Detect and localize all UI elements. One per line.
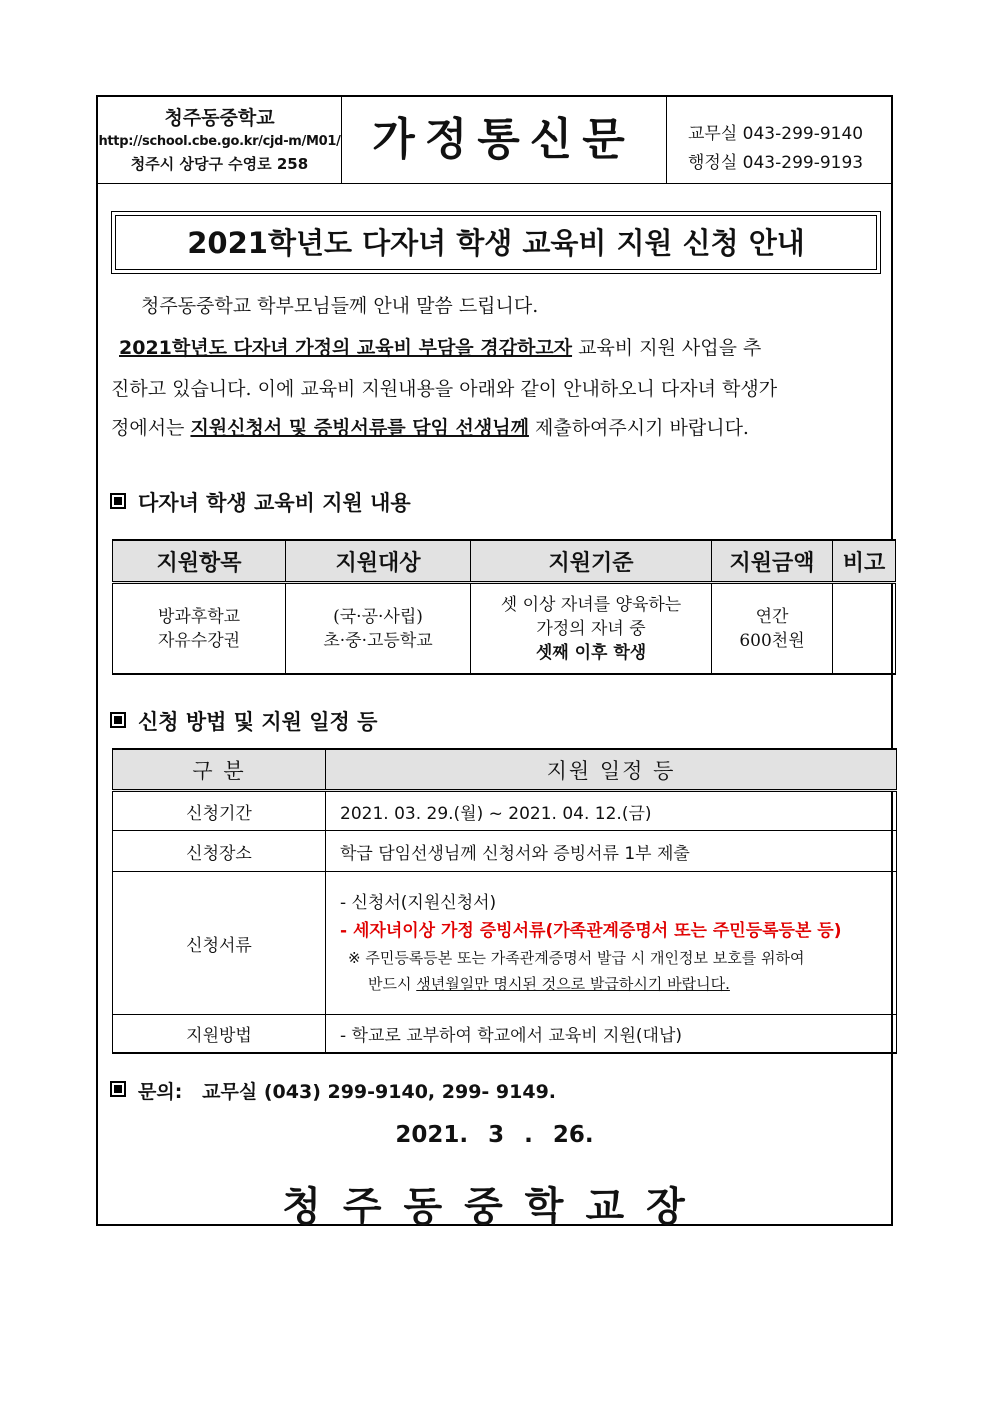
amount-line-1: 연간 (755, 606, 789, 627)
place-value: 학급 담임선생님께 신청서와 증빙서류 1부 제출 (326, 831, 897, 872)
principal-signature: 청주동중학교장 (282, 1184, 707, 1230)
method-label: 지원방법 (113, 1015, 326, 1054)
target-line-1: (국·공·사립) (333, 606, 423, 627)
school-name: 청주동중학교 (164, 107, 275, 129)
intro-text-4a: 정에서는 (111, 417, 191, 439)
main-title-box (111, 211, 881, 274)
col-header-category: 구 분 (113, 749, 326, 791)
inquiry-value: 교무실 (043) 299-9140, 299- 9149. (202, 1081, 557, 1103)
inquiry-label: 문의: (138, 1081, 183, 1103)
col-header-item: 지원항목 (113, 540, 286, 583)
criteria-line-1: 셋 이상 자녀를 양육하는 (500, 594, 682, 615)
square-bullet-icon (110, 712, 126, 728)
col-header-note: 비고 (833, 540, 896, 583)
item-line-1: 방과후학교 (157, 606, 241, 627)
period-label: 신청기간 (113, 791, 326, 831)
newsletter-frame (96, 95, 893, 1230)
header (98, 97, 891, 184)
table-header-row (113, 749, 897, 791)
docs-item-2: - 세자녀이상 가정 증빙서류(가족관계증명서 또는 주민등록등본 등) (340, 921, 842, 941)
docs-note-2 (340, 972, 895, 997)
cell-target (286, 583, 471, 675)
section2-title: 신청 방법 및 지원 일정 등 (138, 710, 378, 734)
intro-line-2 (111, 333, 894, 360)
table-row (113, 872, 897, 1015)
criteria-line-3: 셋째 이후 학생 (535, 642, 647, 663)
docs-item-1: - 신청서(지원신청서) (340, 893, 497, 913)
col-header-amount: 지원금액 (712, 540, 833, 583)
method-value: - 학교로 교부하여 학교에서 교육비 지원(대납) (326, 1015, 897, 1054)
docs-note-1: ※ 주민등록등본 또는 가족관계증명서 발급 시 개인정보 보호를 위하여 (348, 949, 805, 967)
intro-text-4b: 제출하여주시기 바랍니다. (528, 417, 749, 439)
target-line-2: 초·중·고등학교 (323, 630, 433, 651)
col-header-schedule: 지원 일정 등 (326, 749, 897, 791)
intro-emphasis-1: 2021학년도 다자녀 가정의 교육비 부담을 경감하고자 (119, 337, 573, 359)
contact-admin-office: 행정실 043-299-9193 (688, 153, 864, 173)
table-row (113, 583, 896, 675)
docs-label: 신청서류 (113, 872, 326, 1015)
contact-academic-office: 교무실 043-299-9140 (688, 124, 864, 144)
inquiry-bullet (110, 1081, 138, 1103)
section1-title: 다자녀 학생 교육비 지원 내용 (138, 491, 411, 515)
intro-line-4 (111, 413, 886, 440)
intro-text-2: 교육비 지원 사업을 추 (572, 337, 762, 359)
inquiry-line (110, 1077, 556, 1104)
doc-title: 가정통신문 (372, 114, 635, 165)
cell-criteria (471, 583, 712, 675)
intro-line-1: 청주동중학교 학부모님들께 안내 말씀 드립니다. (141, 295, 539, 317)
table-header-row (113, 540, 896, 583)
docs-note-2-pre: 반드시 (368, 975, 417, 993)
cell-item (113, 583, 286, 675)
section2-heading (110, 706, 377, 736)
section1-heading (110, 487, 411, 517)
docs-value (326, 872, 897, 1015)
criteria-line-2: 가정의 자녀 중 (536, 618, 646, 639)
square-bullet-icon (110, 493, 126, 509)
schedule-table (112, 748, 897, 1054)
issue-date: 2021. 3 . 26. (395, 1122, 594, 1148)
cell-amount (712, 583, 833, 675)
school-address: 청주시 상당구 수영로 258 (130, 155, 309, 173)
table-row (113, 831, 897, 872)
amount-line-2: 600천원 (739, 630, 805, 651)
place-label: 신청장소 (113, 831, 326, 872)
table-row (113, 791, 897, 831)
square-bullet-icon (110, 1081, 126, 1097)
col-header-target: 지원대상 (286, 540, 471, 583)
cell-note (833, 583, 896, 675)
item-line-2: 자유수강권 (157, 630, 241, 651)
period-value: 2021. 03. 29.(월) ~ 2021. 04. 12.(금) (326, 791, 897, 831)
table-row (113, 1015, 897, 1054)
support-content-table (112, 539, 896, 675)
contact-info (666, 97, 891, 183)
col-header-criteria: 지원기준 (471, 540, 712, 583)
doc-title-cell (341, 97, 667, 183)
school-info (98, 97, 342, 183)
docs-note-2-underlined: 생년월일만 명시된 것으로 발급하시기 바랍니다. (416, 975, 730, 993)
intro-emphasis-2: 지원신청서 및 증빙서류를 담임 선생님께 (190, 417, 529, 439)
school-url[interactable]: http://school.cbe.go.kr/cjd-m/M01/ (98, 134, 341, 149)
main-title: 2021학년도 다자녀 학생 교육비 지원 신청 안내 (115, 215, 877, 270)
intro-line-3: 진하고 있습니다. 이에 교육비 지원내용을 아래와 같이 안내하오니 다자녀 학생가 (111, 378, 778, 400)
